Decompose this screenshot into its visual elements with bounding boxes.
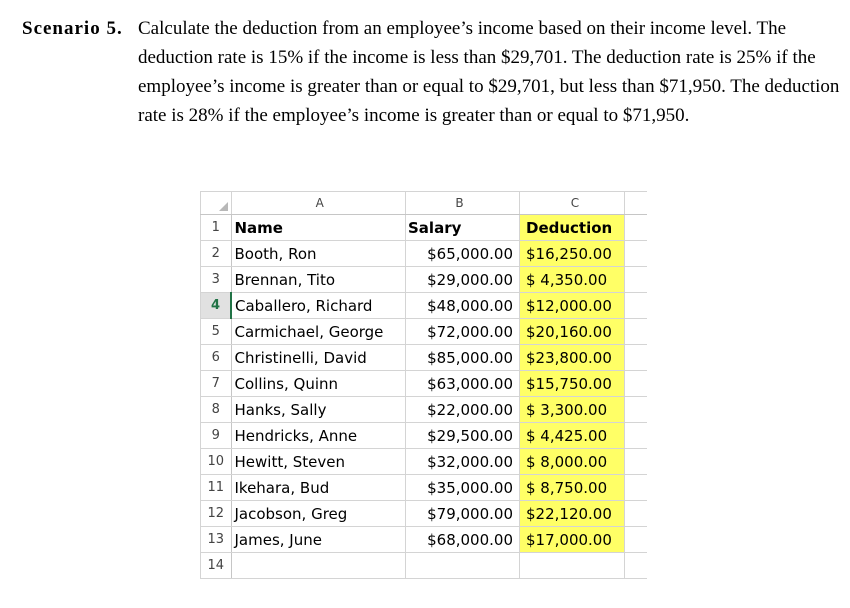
deduction-cell[interactable]: $12,000.00: [520, 293, 625, 319]
name-cell[interactable]: Hanks, Sally: [231, 397, 406, 423]
column-header-c[interactable]: C: [520, 192, 625, 215]
deduction-cell[interactable]: $ 4,425.00: [520, 423, 625, 449]
name-cell[interactable]: Christinelli, David: [231, 345, 406, 371]
row-number[interactable]: 1: [201, 215, 232, 241]
name-cell[interactable]: Carmichael, George: [231, 319, 406, 345]
name-cell[interactable]: Hewitt, Steven: [231, 449, 406, 475]
empty-cell[interactable]: [625, 423, 648, 449]
table-row: [201, 267, 648, 293]
salary-cell[interactable]: $29,500.00: [406, 423, 520, 449]
table-row: [201, 241, 648, 267]
row-number[interactable]: 3: [201, 267, 232, 293]
name-cell[interactable]: Collins, Quinn: [231, 371, 406, 397]
empty-cell[interactable]: [625, 527, 648, 553]
row-number[interactable]: 5: [201, 319, 232, 345]
name-cell[interactable]: Jacobson, Greg: [231, 501, 406, 527]
deduction-cell[interactable]: $20,160.00: [520, 319, 625, 345]
deduction-cell[interactable]: $17,000.00: [520, 527, 625, 553]
deduction-cell[interactable]: $22,120.00: [520, 501, 625, 527]
spreadsheet: [200, 191, 647, 579]
row-number[interactable]: 13: [201, 527, 232, 553]
row-number[interactable]: 10: [201, 449, 232, 475]
table-row: [201, 527, 648, 553]
row-number[interactable]: 4: [201, 293, 232, 319]
row-number[interactable]: 9: [201, 423, 232, 449]
table-row: [201, 423, 648, 449]
salary-cell[interactable]: $35,000.00: [406, 475, 520, 501]
empty-cell[interactable]: [625, 345, 648, 371]
table-row: [201, 397, 648, 423]
empty-cell[interactable]: [625, 475, 648, 501]
table-row: [201, 371, 648, 397]
name-cell[interactable]: Booth, Ron: [231, 241, 406, 267]
empty-cell[interactable]: [406, 553, 520, 579]
deduction-cell[interactable]: $ 8,750.00: [520, 475, 625, 501]
empty-cell[interactable]: [625, 293, 648, 319]
column-header-d-partial[interactable]: [625, 192, 648, 215]
column-header-b[interactable]: B: [406, 192, 520, 215]
deduction-cell[interactable]: $ 3,300.00: [520, 397, 625, 423]
table-row: [201, 345, 648, 371]
scenario-label: Scenario 5.: [22, 18, 123, 39]
row-number[interactable]: 6: [201, 345, 232, 371]
empty-cell[interactable]: [625, 267, 648, 293]
salary-cell[interactable]: $63,000.00: [406, 371, 520, 397]
deduction-cell[interactable]: $23,800.00: [520, 345, 625, 371]
salary-cell[interactable]: $65,000.00: [406, 241, 520, 267]
table-row: [201, 293, 648, 319]
salary-cell[interactable]: $29,000.00: [406, 267, 520, 293]
row-number[interactable]: 11: [201, 475, 232, 501]
spreadsheet-grid: [200, 191, 647, 579]
scenario-text: Calculate the deduction from an employee’s income based on their income level. The deduction rate is 15% if the income is less than $29,701. The deduction rate is 25% if the employee’s income is greater than or equal to $29,701, but less than $71,950. The deduction rate is 28% if the employee’s income is greater than or equal to $71,950.: [138, 18, 840, 126]
empty-cell[interactable]: [625, 397, 648, 423]
header-cell-salary[interactable]: Salary: [406, 215, 520, 241]
table-row: [201, 319, 648, 345]
deduction-cell[interactable]: $ 4,350.00: [520, 267, 625, 293]
column-header-a[interactable]: A: [231, 192, 406, 215]
salary-cell[interactable]: $32,000.00: [406, 449, 520, 475]
deduction-cell[interactable]: $15,750.00: [520, 371, 625, 397]
empty-cell[interactable]: [231, 553, 406, 579]
table-row: [201, 501, 648, 527]
name-cell[interactable]: Hendricks, Anne: [231, 423, 406, 449]
salary-cell[interactable]: $68,000.00: [406, 527, 520, 553]
row-number[interactable]: 8: [201, 397, 232, 423]
header-cell-deduction[interactable]: Deduction: [520, 215, 625, 241]
deduction-cell[interactable]: $16,250.00: [520, 241, 625, 267]
empty-cell[interactable]: [520, 553, 625, 579]
salary-cell[interactable]: $48,000.00: [406, 293, 520, 319]
deduction-cell[interactable]: $ 8,000.00: [520, 449, 625, 475]
empty-cell[interactable]: [625, 553, 648, 579]
salary-cell[interactable]: $79,000.00: [406, 501, 520, 527]
table-row: [201, 553, 648, 579]
salary-cell[interactable]: $22,000.00: [406, 397, 520, 423]
row-number[interactable]: 12: [201, 501, 232, 527]
empty-cell[interactable]: [625, 215, 648, 241]
table-row: [201, 449, 648, 475]
empty-cell[interactable]: [625, 449, 648, 475]
table-row: [201, 475, 648, 501]
name-cell[interactable]: James, June: [231, 527, 406, 553]
row-number[interactable]: 14: [201, 553, 232, 579]
empty-cell[interactable]: [625, 319, 648, 345]
salary-cell[interactable]: $85,000.00: [406, 345, 520, 371]
name-cell[interactable]: Ikehara, Bud: [231, 475, 406, 501]
empty-cell[interactable]: [625, 501, 648, 527]
select-all-triangle-icon: [219, 202, 228, 211]
empty-cell[interactable]: [625, 241, 648, 267]
row-number[interactable]: 7: [201, 371, 232, 397]
name-cell[interactable]: Caballero, Richard: [231, 293, 406, 319]
scenario-block: [22, 14, 842, 130]
header-row: [201, 215, 648, 241]
header-cell-name[interactable]: Name: [231, 215, 406, 241]
row-number[interactable]: 2: [201, 241, 232, 267]
empty-cell[interactable]: [625, 371, 648, 397]
select-all-corner[interactable]: [201, 192, 232, 215]
column-header-row: [201, 192, 648, 215]
salary-cell[interactable]: $72,000.00: [406, 319, 520, 345]
name-cell[interactable]: Brennan, Tito: [231, 267, 406, 293]
